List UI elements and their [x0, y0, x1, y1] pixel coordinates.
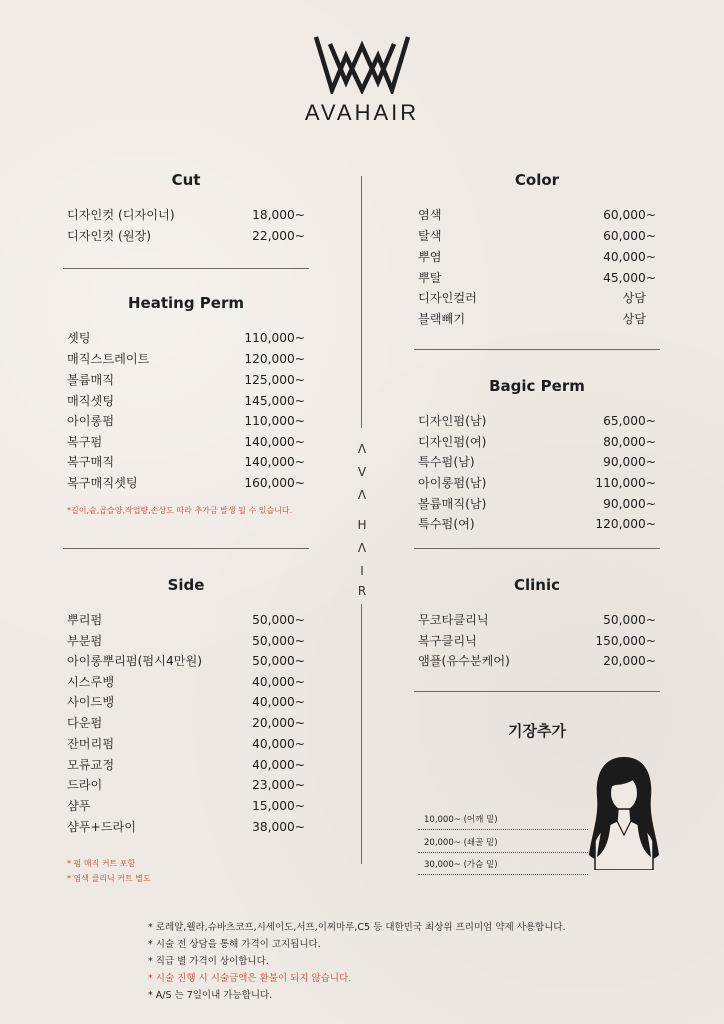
price-row	[418, 268, 656, 288]
item-name: 다운펌	[67, 716, 103, 730]
vertical-letter: Λ	[357, 488, 367, 502]
footer-note: * 시술 전 상담을 통해 가격이 고지됩니다.	[148, 939, 321, 950]
item-price: 90,000~	[603, 497, 656, 511]
item-price: 140,000~	[244, 435, 305, 449]
price-row	[418, 452, 656, 472]
item-name: 매직셋팅	[67, 394, 115, 408]
brand-name: AVAHAIR	[304, 100, 420, 125]
price-row	[67, 775, 305, 795]
item-price: 60,000~	[603, 229, 656, 243]
price-row	[67, 713, 305, 733]
price-row	[418, 610, 656, 630]
price-row	[418, 205, 656, 225]
price-row	[67, 817, 305, 837]
price-row	[67, 473, 305, 493]
price-row	[67, 452, 305, 472]
item-price: 상담	[622, 312, 646, 326]
vertical-divider-bottom	[361, 604, 362, 864]
price-row	[418, 247, 656, 267]
footer-note-refund: * 시술 진행 시 시술금액은 환불이 되지 않습니다.	[148, 973, 352, 984]
price-row	[418, 514, 656, 534]
section-divider	[63, 548, 309, 549]
length-option: 10,000~ (어깨 밑)	[424, 815, 498, 825]
item-price: 상담	[622, 291, 646, 305]
price-row	[67, 411, 305, 431]
item-price: 110,000~	[244, 331, 305, 345]
item-price: 110,000~	[244, 414, 305, 428]
vertical-letter: R	[357, 584, 367, 598]
vertical-letter: V	[357, 465, 367, 479]
item-price: 50,000~	[252, 613, 305, 627]
item-name: 사이드뱅	[67, 695, 115, 709]
section-title-color: Color	[514, 171, 560, 189]
item-price: 50,000~	[252, 634, 305, 648]
item-price: 15,000~	[252, 799, 305, 813]
footer-note: * 직급 별 가격이 상이합니다.	[148, 956, 269, 967]
section-title-length-add: 기장추가	[508, 722, 566, 740]
section-title-bagic-perm: Bagic Perm	[489, 377, 585, 395]
price-row	[67, 755, 305, 775]
item-price: 110,000~	[595, 476, 656, 490]
item-name: 특수펌(남)	[418, 455, 475, 469]
price-row	[418, 226, 656, 246]
heating-perm-note: *길이,숱,곱슬양,작업량,손상도 따라 추가금 발생 될 수 있습니다.	[67, 506, 293, 515]
item-name: 무코타클리닉	[418, 613, 489, 627]
price-row	[67, 692, 305, 712]
item-name: 뿌염	[418, 250, 442, 264]
item-name: 디자인컬러	[418, 291, 477, 305]
item-name: 볼륨매직	[67, 373, 115, 387]
item-name: 디자인펌(남)	[418, 414, 487, 428]
item-price: 23,000~	[252, 778, 305, 792]
section-divider	[414, 349, 660, 350]
price-row	[67, 370, 305, 390]
item-price: 40,000~	[252, 737, 305, 751]
item-name: 모류교정	[67, 758, 115, 772]
item-name: 탈색	[418, 229, 442, 243]
price-row	[67, 672, 305, 692]
item-name: 시스루뱅	[67, 675, 115, 689]
section-divider	[63, 268, 309, 269]
item-price: 120,000~	[595, 517, 656, 531]
price-row	[418, 631, 656, 651]
item-price: 150,000~	[595, 634, 656, 648]
section-title-side: Side	[167, 576, 205, 594]
crown-logo-icon	[312, 34, 412, 94]
item-name: 뿌리펌	[67, 613, 103, 627]
price-row	[67, 205, 305, 225]
item-name: 샴푸	[67, 799, 91, 813]
item-price: 40,000~	[603, 250, 656, 264]
item-name: 디자인컷 (디자이너)	[67, 208, 175, 222]
item-price: 38,000~	[252, 820, 305, 834]
item-name: 셋팅	[67, 331, 91, 345]
item-name: 복구매직셋팅	[67, 476, 138, 490]
price-row	[67, 651, 305, 671]
item-price: 65,000~	[603, 414, 656, 428]
price-row	[67, 328, 305, 348]
woman-silhouette-icon	[585, 755, 663, 870]
item-name: 드라이	[67, 778, 103, 792]
price-row	[67, 796, 305, 816]
section-divider	[414, 691, 660, 692]
vertical-letter: H	[357, 518, 367, 532]
vertical-letter: I	[360, 564, 364, 578]
vertical-divider-top	[361, 176, 362, 428]
item-price: 20,000~	[603, 654, 656, 668]
item-price: 90,000~	[603, 455, 656, 469]
item-name: 블랙빼기	[418, 312, 466, 326]
item-price: 50,000~	[603, 613, 656, 627]
item-price: 40,000~	[252, 758, 305, 772]
item-price: 160,000~	[244, 476, 305, 490]
item-name: 잔머리펌	[67, 737, 115, 751]
side-note: * 염색 클리닉 커트 별도	[67, 874, 151, 883]
item-price: 50,000~	[252, 654, 305, 668]
item-price: 40,000~	[252, 695, 305, 709]
item-name: 디자인펌(여)	[418, 435, 487, 449]
item-price: 125,000~	[244, 373, 305, 387]
price-row	[67, 391, 305, 411]
item-price: 120,000~	[244, 352, 305, 366]
section-divider	[414, 548, 660, 549]
item-price: 22,000~	[252, 229, 305, 243]
item-price: 80,000~	[603, 435, 656, 449]
item-name: 뿌탈	[418, 271, 442, 285]
item-name: 복구펌	[67, 435, 103, 449]
item-name: 아이롱펌	[67, 414, 115, 428]
item-name: 앰플(유수분케어)	[418, 654, 510, 668]
item-name: 디자인컷 (원장)	[67, 229, 152, 243]
vertical-letter: Λ	[357, 541, 367, 555]
vertical-letter: Λ	[357, 442, 367, 456]
item-price: 145,000~	[244, 394, 305, 408]
price-row	[67, 631, 305, 651]
item-price: 140,000~	[244, 455, 305, 469]
price-row	[418, 432, 656, 452]
price-row	[418, 494, 656, 514]
item-name: 샴푸+드라이	[67, 820, 137, 834]
side-note: * 펌 매직 커트 포함	[67, 859, 136, 868]
section-title-clinic: Clinic	[513, 576, 560, 594]
length-option: 20,000~ (쇄골 밑)	[424, 838, 498, 848]
price-row	[418, 411, 656, 431]
item-name: 염색	[418, 208, 442, 222]
section-title-cut: Cut	[171, 171, 201, 189]
price-row	[67, 432, 305, 452]
item-name: 복구매직	[67, 455, 115, 469]
item-name: 매직스트레이트	[67, 352, 150, 366]
item-price: 60,000~	[603, 208, 656, 222]
item-name: 볼륨매직(남)	[418, 497, 487, 511]
price-row	[67, 226, 305, 246]
item-name: 아이롱뿌리펌(펌시4만원)	[67, 654, 202, 668]
price-row	[67, 349, 305, 369]
price-row	[67, 734, 305, 754]
length-guide-line	[418, 874, 588, 875]
length-option: 30,000~ (가슴 밑)	[424, 860, 498, 870]
length-guide-line	[418, 829, 588, 830]
price-row	[418, 309, 656, 329]
price-row	[418, 473, 656, 493]
price-row	[67, 610, 305, 630]
right-column	[414, 0, 660, 1024]
left-column	[63, 0, 309, 1024]
item-price: 40,000~	[252, 675, 305, 689]
price-row	[418, 288, 656, 308]
item-name: 아이롱펌(남)	[418, 476, 487, 490]
item-name: 부분펌	[67, 634, 103, 648]
item-price: 45,000~	[603, 271, 656, 285]
price-row	[418, 651, 656, 671]
item-price: 20,000~	[252, 716, 305, 730]
item-price: 18,000~	[252, 208, 305, 222]
footer-notes	[148, 919, 566, 1004]
length-guide-line	[418, 852, 588, 853]
section-title-heating-perm: Heating Perm	[128, 294, 244, 312]
item-name: 복구클리닉	[418, 634, 477, 648]
footer-note: * 로레알,웰라,슈바츠코프,시세이도,서프,이찌마루,C5 등 대한민국 최상위 프리미엄 약제 사용합니다.	[148, 922, 566, 933]
item-name: 특수펌(여)	[418, 517, 475, 531]
footer-note: * A/S 는 7일이내 가능합니다.	[148, 990, 273, 1001]
